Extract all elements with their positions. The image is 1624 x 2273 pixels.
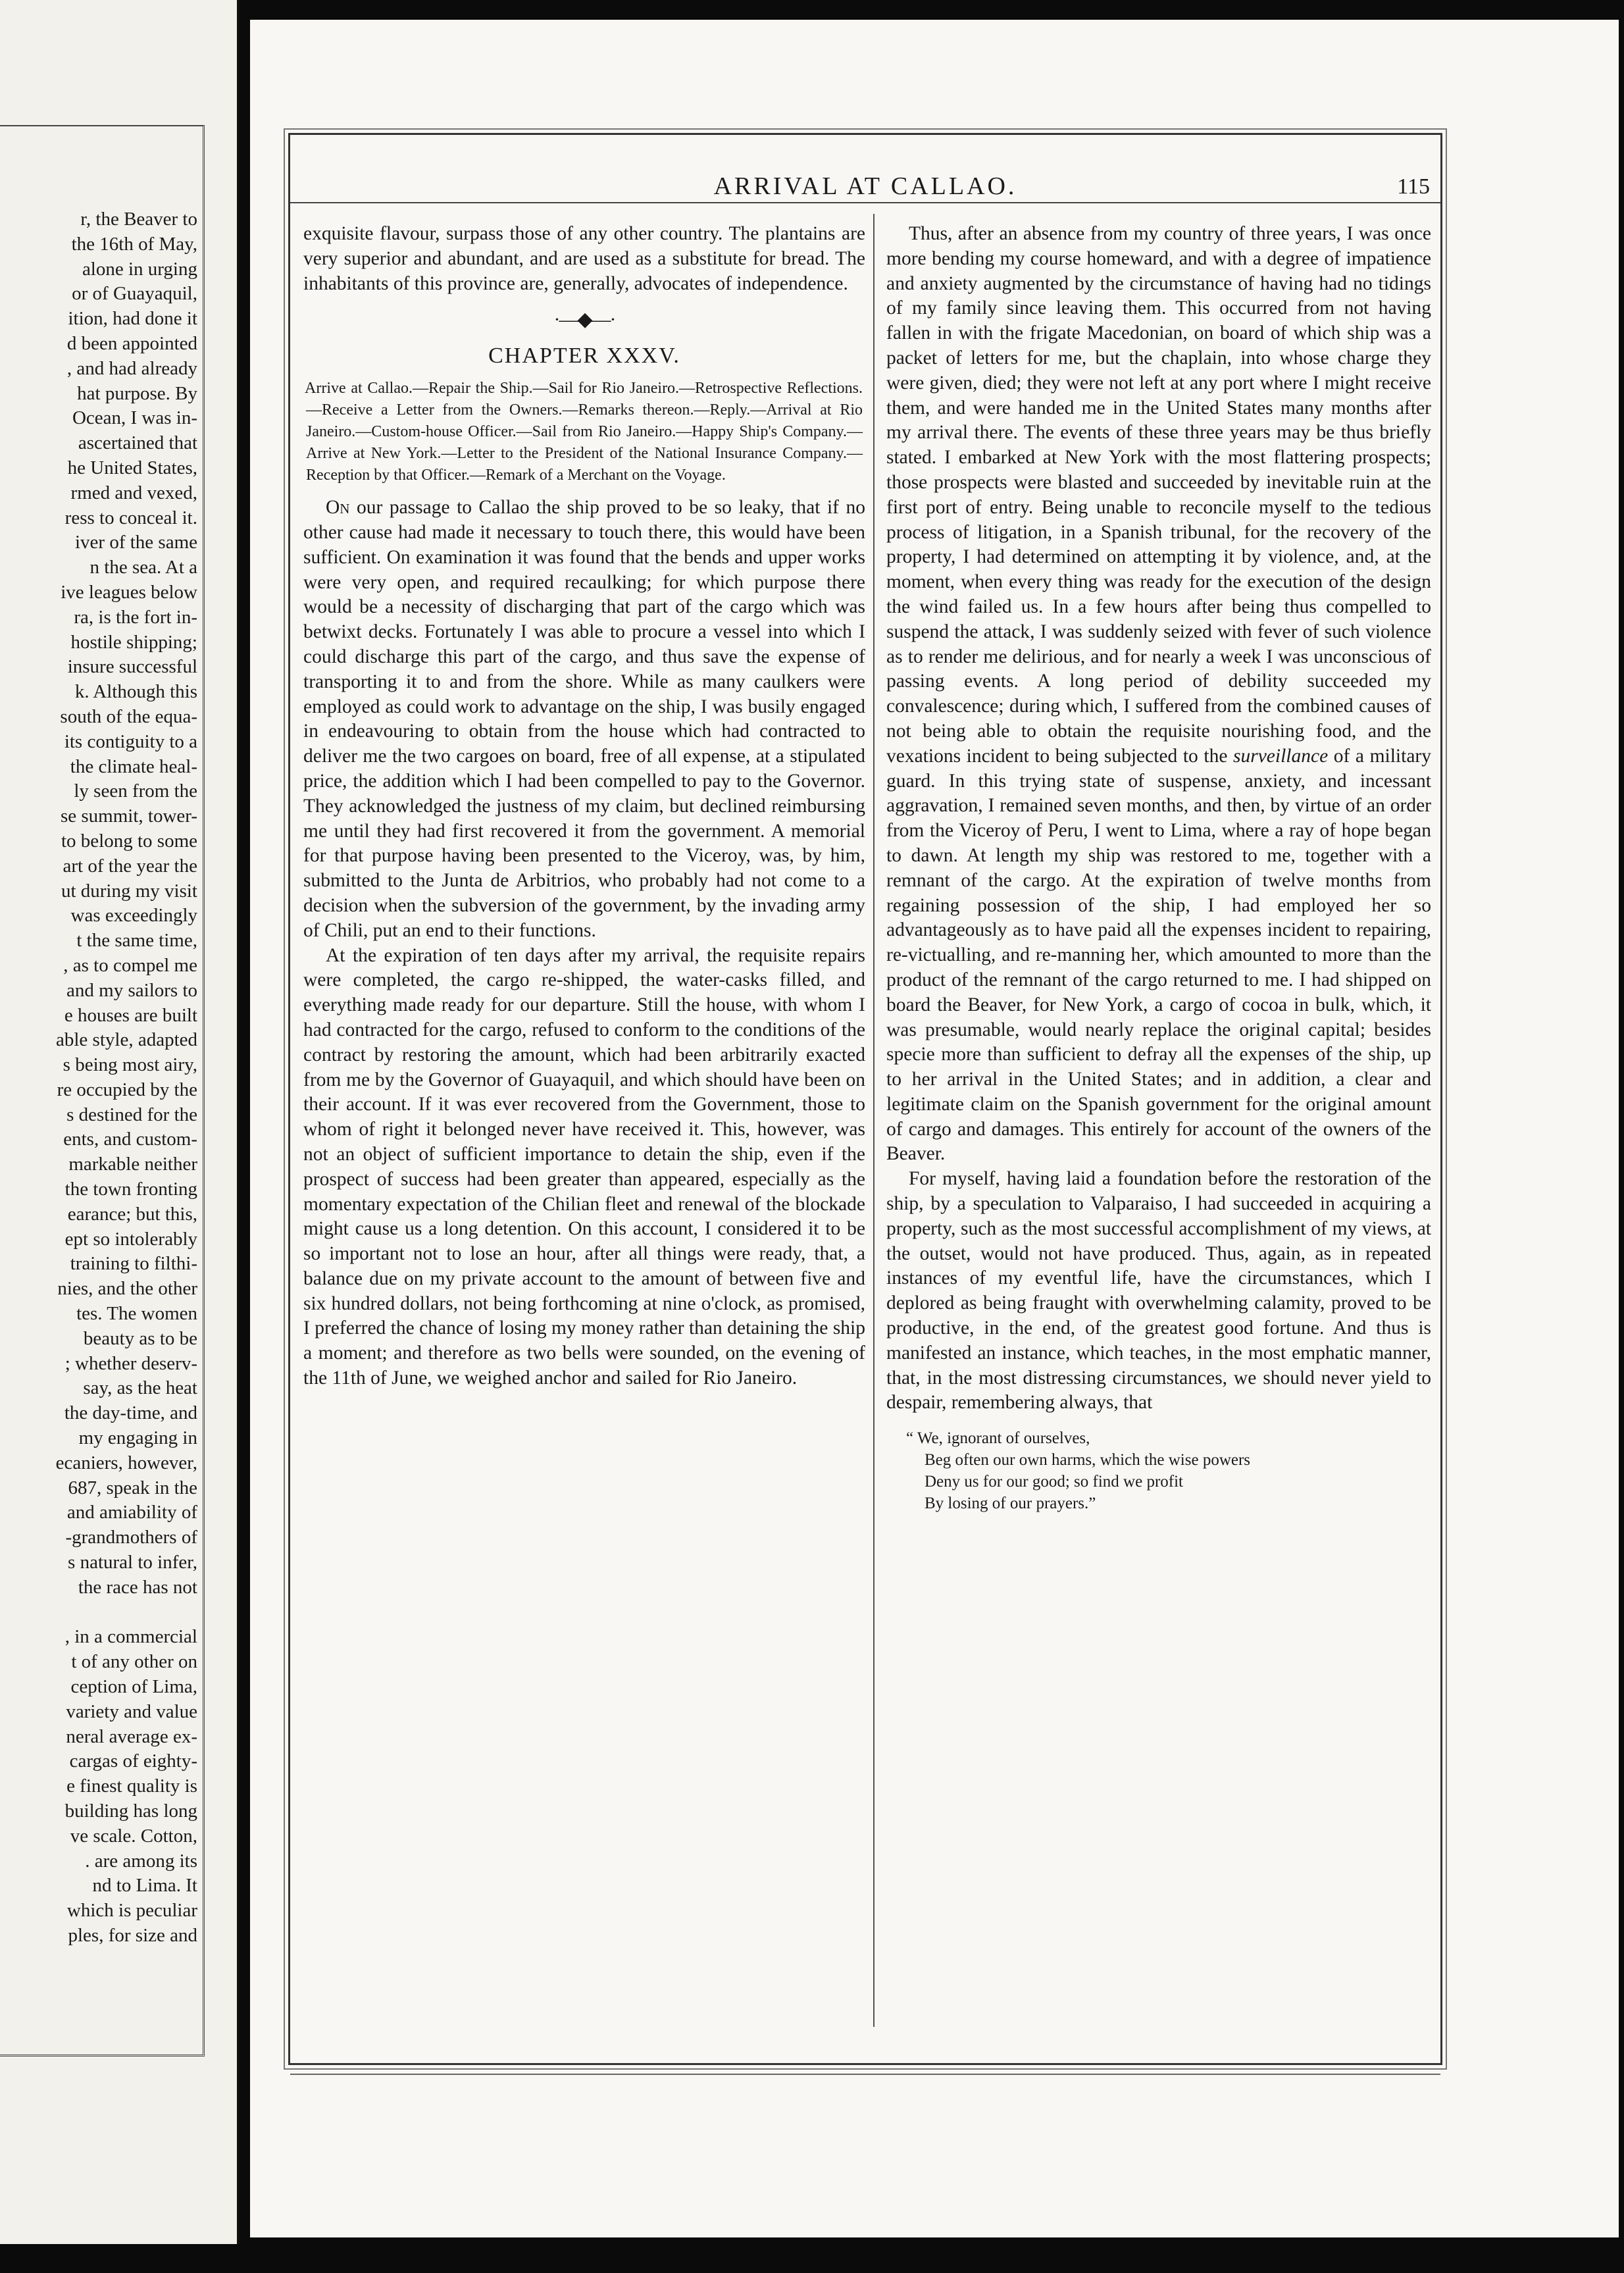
right-column [886,222,1431,1514]
facing-page-line: ive leagues below [61,581,197,603]
facing-page-line: beauty as to be [83,1327,197,1349]
paragraph-text: of a military guard. In this trying state of suspense, anxiety, and incessant aggravation, I remained seven months, and then, by virtue of an order from the Viceroy of Peru, I went to Lima, where a ray of hope began to dawn. At length my ship was restored to me, together with a remnant of the cargo. At the expiration of twelve months from regaining possession of the ship, I had employed her so advantageously as to have paid all the expenses incident to repairing, re-victualling, and re-manning her, which amounted to more than the product of the remnant of the cargo returned to me. I had shipped on board the Beaver, for New York, a cargo of cocoa in bulk, which, it was presumable, would nearly replace the original capital; besides specie more than sufficient to defray all the expenses of the ship, up to her arrival in the United States; and in addition, a clear and legitimate claim on the Spanish government for the original amount of cargo and damages. This entirely for account of the owners of the Beaver. [886,745,1431,1165]
italic-word: surveillance [1233,745,1329,767]
facing-page-line: iver of the same [74,532,197,553]
facing-page-line: insure successful [67,656,197,678]
page-number: 115 [1397,174,1430,199]
facing-page-line: re occupied by the [57,1079,197,1100]
facing-page-line: nd to Lima. It [92,1875,197,1897]
facing-page-line: training to filthi- [70,1253,197,1275]
verse-quote [906,1427,1431,1514]
facing-page-line: se summit, tower- [60,805,197,827]
facing-page-line: able style, adapted [56,1029,197,1051]
paragraph-text: Thus, after an absence from my country of three years, I was once more bending my course homeward, and with a degree of impatience and anxiety augmented by the circumstance of having had no tidings of my family since leaving them. This occurred from not having fallen in with the frigate Macedonian, on board of which ship was a packet of letters for me, but the chaplain, into whose charge they were given, died; they were not left at any port where I might receive them, and were handed me in the United States many months after my arrival there. The events of these three years may be thus briefly stated. I embarked at New York with the most flattering prospects; those prospects were blasted and succeeded by inevitable ruin at the first port of entry. Being unable to reconcile myself to the tedious process of litigation, in a Spanish tribunal, for the recovery of the property, I had determined on attempting it by violence, and, at the moment, when every thing was ready for the execution of the design the wind failed us. In a few hours after being thus compelled to suspend the attack, I was suddenly seized with fever of such violence as to render me delirious, and for nearly a week I was unconscious of passing events. A long period of debility succeeded my convalescence; during which, I suffered from the combined causes of not being able to obtain the requisite nourishing food, and the vexations incident to being subjected to the [886,223,1431,767]
facing-page-line: rmed and vexed, [70,482,197,503]
facing-page-line: s destined for the [66,1104,197,1125]
page [250,20,1619,2237]
facing-page-line: t the same time, [76,930,197,952]
column-divider [873,214,875,2027]
facing-page-line: d been appointed [66,332,197,354]
facing-page-line: e houses are built [64,1004,197,1026]
facing-page-line: ples, for size and [68,1924,197,1946]
facing-page-line: ve scale. Cotton, [70,1825,197,1847]
section-ornament: ·—◆—· [553,309,615,331]
facing-page-line: which is peculiar [66,1900,197,1922]
chapter-summary: Arrive at Callao.—Repair the Ship.—Sail for Rio Janeiro.—Retrospective Reflections.—Receive a Letter from the Owners.—Remarks thereon.—Reply.—Arrival at Rio Janeiro.—Custom-house Officer.—Sail from Rio Janeiro.—Happy Ship's Company.—Arrive at New York.—Letter to the President of the National Insurance Company.—Reception by that Officer.—Remark of a Merchant on the Voyage. [305,380,863,484]
facing-page-line: he United States, [67,457,197,478]
facing-page-line [0,1600,197,1625]
facing-page-line: s natural to infer, [68,1552,197,1573]
facing-page-line: ents, and custom- [63,1129,197,1150]
facing-page-line: hostile shipping; [70,631,197,653]
opening-word: On [326,497,350,519]
facing-page-line: e finest quality is [66,1775,197,1797]
facing-page-line: s being most airy, [63,1054,197,1076]
facing-page-line: 687, speak in the [68,1477,197,1498]
left-column [303,222,865,1391]
facing-page-line: the day-time, and [64,1402,197,1424]
facing-page-line: ecaniers, however, [55,1452,197,1473]
facing-page-line: hat purpose. By [77,382,197,404]
facing-page-line: ut during my visit [61,880,197,902]
chapter-title: CHAPTER XXXV. [488,344,680,369]
facing-page-line: south of the equa- [60,705,197,727]
facing-page-line: neral average ex- [66,1725,197,1747]
facing-page-line: alone in urging [82,258,197,280]
facing-page-line: . are among its [85,1850,197,1872]
facing-page-line: my engaging in [78,1427,197,1449]
header-rule [290,202,1440,203]
facing-page-line: and my sailors to [66,979,197,1001]
facing-page-line: to belong to some [61,830,197,852]
facing-page-line: building has long [64,1801,197,1822]
facing-page [0,0,240,2244]
facing-page-line: the race has not [78,1576,197,1598]
facing-page-line: art of the year the [63,855,197,877]
facing-page-line: r, the Beaver to [80,209,197,230]
facing-page-line: ition, had done it [68,308,197,330]
facing-page-line: -grandmothers of [65,1527,197,1548]
facing-page-line: , as to compel me [63,954,197,976]
page-frame [288,133,1442,2065]
facing-page-line: markable neither [68,1154,197,1175]
facing-page-line: the town fronting [64,1179,197,1200]
facing-page-line: t of any other on [71,1651,197,1673]
footer-rule [290,2074,1440,2075]
facing-page-line: cargas of eighty- [69,1750,197,1772]
facing-page-line: ra, is the fort in- [74,606,197,628]
facing-page-line: k. Although this [74,681,197,703]
paragraph: For myself, having laid a foundation before the restoration of the ship, by a speculation to Valparaiso, I had succeeded in acquiring a property, such as the most successful accomplishment of my views, at the outset, would not have produced. Thus, again, as in repeated instances of my eventful life, have the circumstances, which I deplored as being fraught with overwhelming calamity, proved to be productive, in the end, of the greatest good fortune. And thus is manifested an instance, which teaches, in the most emphatic manner, that, in the most distressing circumstances, we should never yield to despair, remembering always, that [886,1168,1431,1414]
verse-line: Beg often our own harms, which the wise powers [925,1451,1251,1469]
paragraph [886,222,1431,1167]
verse-line: Deny us for our good; so find we profit [925,1473,1183,1491]
facing-page-line: the climate heal- [70,755,197,777]
facing-page-line: ception of Lima, [70,1676,197,1698]
facing-page-line: say, as the heat [83,1377,197,1399]
facing-page-line: and amiability of [66,1502,197,1523]
facing-page-line: ress to conceal it. [64,507,197,528]
paragraph-text: our passage to Callao the ship proved to be so leaky, that if no other cause had made it necessary to touch there, this would have been sufficient. On examination it was found that the bends and upper works were very open, and required recaulking; for which purpose there would be a necessity of discharging that part of the cargo which was betwixt decks. Fortunately I was able to procure a vessel into which I could discharge this part of the cargo, and thus save the expense of transporting it to and from the shore. While as many caulkers were employed as could work to advantage on the ship, I was busily engaged in endeavouring to obtain from the house which had contracted to deliver me the two cargoes on board, free of all expense, at a stipulated price, the addition which I had been compelled to pay to the Governor. They acknowledged the justness of my claim, but declined reimbursing me until they had first recovered it from the government. A memorial for that purpose having been presented to the Viceroy, was, by him, submitted to the Junta de Arbitrios, who probably had not come to a decision when the subversion of the government, by the invading army of Chili, put an end to their functions. [303,497,865,941]
facing-page-text [0,207,197,1949]
facing-page-line: n the sea. At a [89,557,197,578]
intro-paragraph: exquisite flavour, surpass those of any other country. The plantains are very superior and abundant, and are used as a substitute for bread. The inhabitants of this province are, generally, advocates of independence. [303,223,865,294]
facing-page-line: variety and value [66,1700,197,1722]
facing-page-line: ept so intolerably [64,1228,197,1250]
paragraph [303,496,865,943]
facing-page-line: ly seen from the [74,780,197,802]
verse-line: “ We, ignorant of ourselves, [906,1429,1090,1448]
paragraph: At the expiration of ten days after my arrival, the requisite repairs were completed, the cargo re-shipped, the water-casks filled, and everything made ready for our departure. Still the house, with whom I had contracted for the cargo, refused to conform to the conditions of the contract by restoring the amount, which had been arbitrarily exacted from me by the Governor of Guayaquil, and which should have been on their account. If it was ever recovered from the Government, those to whom of right it belonged never have received it. This, however, was not an object of sufficient importance to detain the ship, even if the prospect of success had been greater than appeared, especially as the momentary expectation of the Chilian fleet and renewal of the blockade might cause us a long detention. On this account, I considered it to be so important not to lose an hour, after all things were ready, that, a balance due on my private account to the amount of between five and six hundred dollars, not being forthcoming at nine o'clock, as promised, I preferred the chance of losing my money rather than detaining the ship a moment; and therefore as two bells were sounded, on the evening of the 11th of June, we weighed anchor and sailed for Rio Janeiro. [303,944,865,1389]
facing-page-line: earance; but this, [67,1203,197,1225]
facing-page-line: ascertained that [78,432,197,454]
facing-page-line: Ocean, I was in- [72,407,197,429]
facing-page-line: nies, and the other [57,1278,197,1300]
facing-page-line: , and had already [66,357,197,379]
running-head: ARRIVAL AT CALLAO. [713,172,1017,200]
facing-page-line: , in a commercial [64,1626,197,1648]
facing-page-line: was exceedingly [70,905,197,927]
facing-page-line: the 16th of May, [71,233,197,255]
facing-page-line: or of Guayaquil, [72,283,197,305]
facing-page-line: ; whether deserv- [64,1352,197,1374]
verse-line: By losing of our prayers.” [925,1494,1096,1513]
facing-page-line: tes. The women [76,1303,197,1325]
facing-page-line: its contiguity to a [64,730,197,752]
